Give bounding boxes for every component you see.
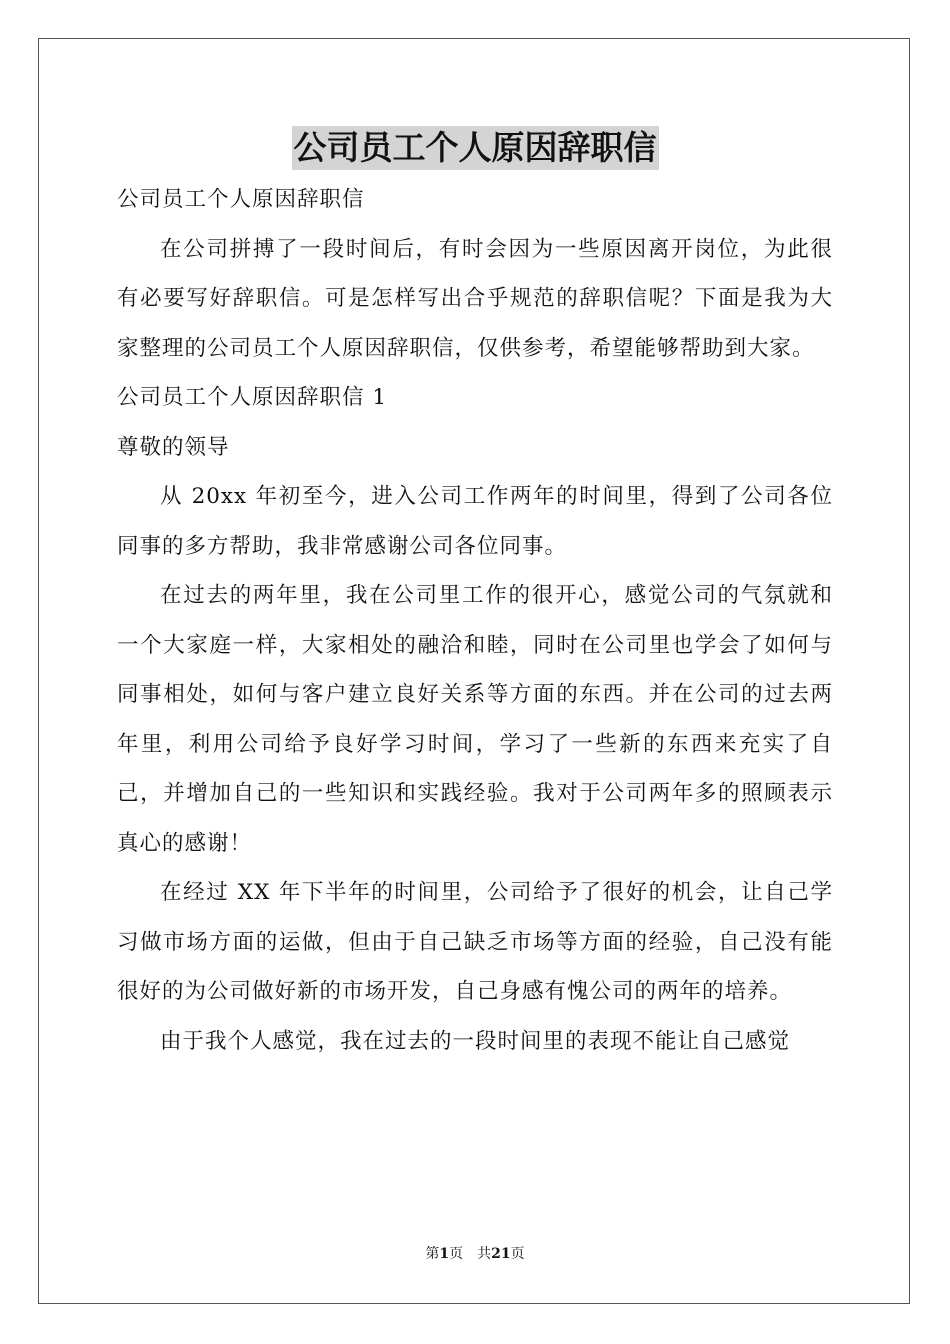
salutation: 尊敬的领导 <box>117 434 230 460</box>
page-prefix: 第 <box>425 1246 440 1262</box>
section-heading: 公司员工个人原因辞职信 1 <box>117 385 388 410</box>
page-number: 1 <box>439 1246 450 1262</box>
paragraph: 在经过 XX 年下半年的时间里，公司给予了很好的机会，让自己学习做市场方面的运做，但由于自己缺乏市场等方面的经验，自己没有能很好的为公司做好新的市场开发，自己身感有愧公司的两年的培养。 <box>117 880 833 1004</box>
document-title: 公司员工个人原因辞职信 <box>292 126 659 170</box>
paragraph: 从 20xx 年初至今，进入公司工作两年的时间里，得到了公司各位同事的多方帮助，我非常感谢公司各位同事。 <box>117 484 833 559</box>
total-pages: 21 <box>491 1246 511 1262</box>
paragraph: 在过去的两年里，我在公司里工作的很开心，感觉公司的气氛就和一个大家庭一样，大家相处的融洽和睦，同时在公司里也学会了如何与同事相处，如何与客户建立良好关系等方面的东西。并在公司的过去两年里，利用公司给予良好学习时间，学习了一些新的东西来充实了自己，并增加自己的一些知识和实践经验。我对于公司两年多的照顾表示真心的感谢！ <box>117 583 833 856</box>
paragraph: 在公司拼搏了一段时间后，有时会因为一些原因离开岗位，为此很有必要写好辞职信。可是怎样写出合乎规范的辞职信呢？下面是我为大家整理的公司员工个人原因辞职信，仅供参考，希望能够帮助到大家。 <box>117 236 833 361</box>
total-prefix: 共 <box>477 1246 492 1262</box>
page-footer <box>0 1244 950 1264</box>
paragraph: 公司员工个人原因辞职信 <box>117 187 365 212</box>
document-body <box>117 175 833 1066</box>
total-suffix: 页 <box>510 1246 525 1262</box>
paragraph: 由于我个人感觉，我在过去的一段时间里的表现不能让自己感觉 <box>160 1028 791 1054</box>
title-container <box>0 126 950 170</box>
page-suffix: 页 <box>449 1246 464 1262</box>
